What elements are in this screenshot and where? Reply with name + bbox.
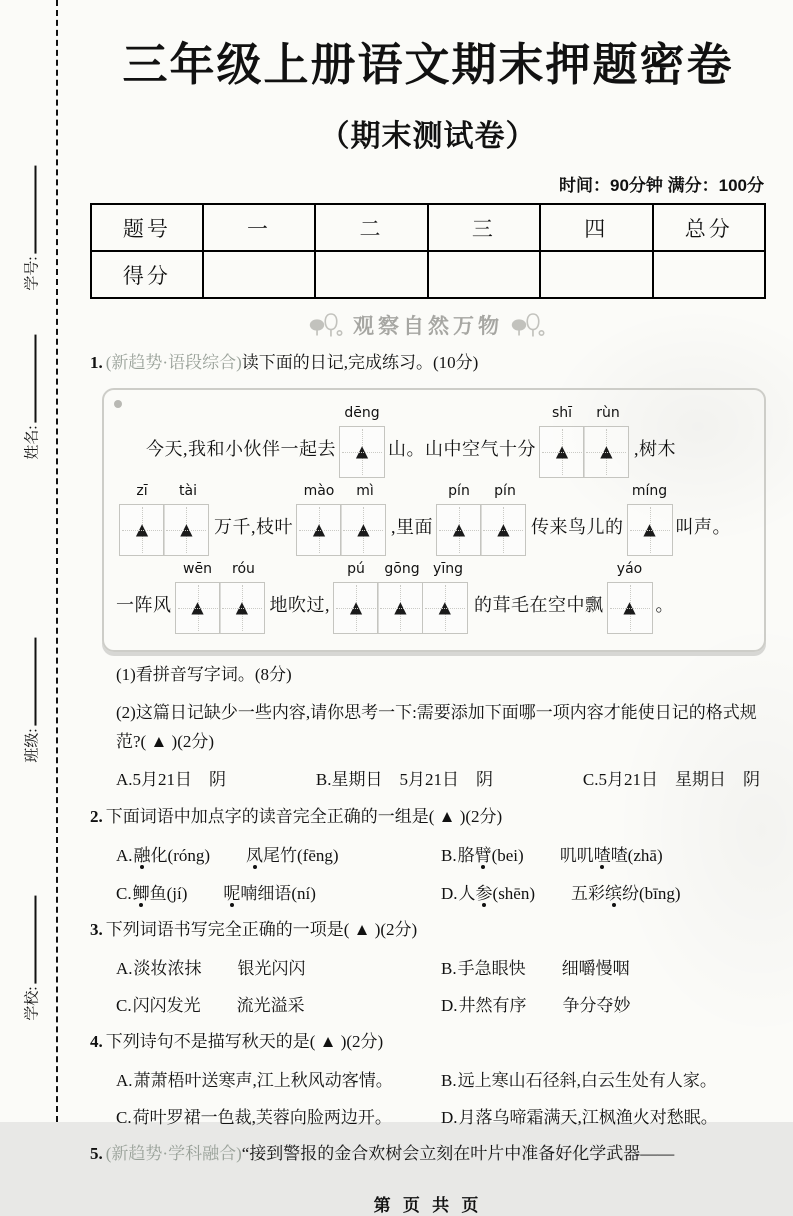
dotted-char: 参 [475,883,493,903]
cell-row [627,504,673,556]
pinyin-box-group [296,483,388,556]
question-4 [90,1028,766,1131]
question-stem [90,349,766,378]
word-segment: 萧萧梧叶送寒声,江上秋风动客情。 [133,1070,393,1090]
option-word [237,992,305,1019]
writing-cell[interactable] [296,504,342,556]
score-table-header-cell: 三 [428,204,540,251]
diary-text: ,里面 [391,516,433,537]
question-list [90,349,766,1169]
score-table [90,203,766,299]
writing-cell[interactable] [339,426,385,478]
score-table-header-cell: 四 [540,204,652,251]
writing-cell[interactable] [119,504,165,556]
word-segment: 井然有序 [458,995,527,1015]
writing-cell[interactable] [480,504,526,556]
tree-icon [511,312,547,339]
option-B[interactable] [441,955,766,982]
option-A[interactable] [116,955,441,982]
seal-field-label: 学校: [24,986,41,1021]
pinyin-box-group [119,483,211,556]
word-segment: 喳(zhā) [610,846,663,866]
score-cell[interactable] [428,251,540,298]
section-title: 观察自然万物 [353,314,503,338]
answer-triangle: ▲ [312,519,326,539]
option-label: B. [441,846,457,866]
option-label: B. [441,1070,457,1090]
word-segment: 纷(bīng) [622,883,681,903]
seal-field-1 [21,165,42,290]
pinyin-label: shī [551,404,573,421]
answer-triangle: ▲ [452,519,466,539]
diary-text: 万千,枝叶 [214,516,293,537]
pinyin-row [339,405,385,426]
word-segment: 流光溢采 [236,995,305,1015]
option-label: C. [116,1108,132,1128]
writing-cell[interactable] [422,582,468,634]
pinyin-box-group [436,483,528,556]
option-label: A. [116,846,133,866]
seal-field-blank[interactable] [35,895,37,983]
diary-text: 。 [655,594,674,615]
seal-field-label: 姓名: [24,425,41,460]
answer-triangle: ▲ [394,597,407,617]
cell-row [119,504,211,556]
corner-dot-decoration [114,400,122,408]
option-word [133,992,201,1019]
answer-triangle: ▲ [357,519,370,539]
sub-question-2 [116,699,766,757]
word-segment: 鱼(jí) [149,883,188,903]
writing-cell[interactable] [583,426,629,478]
question-number: 3. [90,919,103,939]
option-row-1 [116,955,766,982]
option-word [238,955,306,982]
word-segment: 细嚼慢咽 [561,958,630,978]
pinyin-label: pú [347,560,365,577]
cell-row [436,504,528,556]
option-D[interactable] [441,992,766,1019]
writing-cell[interactable] [340,504,386,556]
sub-question-number: (1) [116,664,136,684]
score-table-header-cell: 总分 [653,204,765,251]
pinyin-box-group [627,483,673,556]
option-word [246,842,339,869]
cell-row [339,426,385,478]
dotted-char: 凤 [246,846,264,866]
dotted-char: 缤 [605,883,623,903]
word-segment: 淡妆浓抹 [133,958,202,978]
option-label: A. [116,1070,133,1090]
pinyin-label: wēn [183,560,212,577]
page-title: 三年级上册语文期末押题密卷 [122,39,734,90]
answer-triangle: ▲ [555,441,569,461]
pinyin-box-group [175,561,267,634]
writing-cell[interactable] [539,426,585,478]
option-B[interactable] [441,1067,766,1094]
diary-text: 叫声。 [675,516,731,537]
word-segment: 尾竹(fēng) [263,846,339,866]
diary-line-2 [116,483,756,556]
pinyin-label: míng [631,482,668,499]
option-row-2 [116,880,766,907]
option-word [133,880,188,907]
cell-row [333,582,471,634]
option-word [134,842,210,869]
pinyin-label: yīng [433,560,463,577]
answer-triangle: ▲ [623,597,636,617]
question-text: “接到警报的金合欢树会立刻在叶片中准备好化学武器—— [241,1144,675,1164]
answer-triangle: ▲ [235,597,249,617]
question-number: 1. [90,353,103,372]
answer-triangle: ▲ [643,519,656,539]
score-table-header-cell: 一 [203,204,315,251]
option-word [562,955,630,982]
option-label: A. [116,958,133,978]
option-row-2 [116,1104,766,1131]
writing-cell[interactable] [607,582,653,634]
word-segment: 喃细语(ní) [240,883,316,903]
score-table-header-cell: 题号 [91,204,203,251]
writing-cell[interactable] [175,582,221,634]
diary-box [102,388,766,652]
writing-cell[interactable] [219,582,265,634]
word-segment: (bei) [491,846,524,866]
word-segment: 争分夺妙 [562,995,631,1015]
word-segment: 手急眼快 [457,958,526,978]
question-1 [90,349,766,794]
option-C[interactable] [116,1104,441,1131]
word-segment: 远上寒山石径斜,白云生处有人家。 [457,1070,717,1090]
answer-triangle: ▲ [355,441,369,461]
pinyin-label: pín [494,482,516,499]
word-segment: 胳 [457,846,475,866]
dotted-char: 喳 [593,846,611,866]
pinyin-row [539,405,631,426]
option-C[interactable] [116,992,441,1019]
content-column [90,14,766,1216]
question-text: 读下面的日记,完成练习。(10分) [241,353,479,372]
score-cell[interactable] [315,251,427,298]
diary-line-3 [116,561,756,634]
pinyin-row [175,561,267,582]
tree-icon [309,312,345,339]
writing-cell[interactable] [627,504,673,556]
diary-text: 山。山中空气十分 [388,438,536,459]
score-row-label: 得分 [91,251,203,298]
sub-question-1 [116,661,766,690]
cell-row [539,426,631,478]
option-word [560,842,663,869]
pinyin-label: yáo [616,560,643,577]
word-segment: 人 [458,883,476,903]
pinyin-row [333,561,471,582]
option-word [223,880,316,907]
option-A[interactable] [116,842,441,869]
option-word [459,880,535,907]
option-B[interactable] [441,842,766,869]
word-segment: 化(róng) [150,846,211,866]
seal-field-blank[interactable] [35,334,37,422]
option-row-1 [116,842,766,869]
dotted-char: 呢 [223,883,241,903]
diary-text: 地吹过, [269,594,330,615]
question-stem [90,1028,766,1057]
inline-option-row [116,766,766,795]
question-stem [90,916,766,945]
seal-field-3 [21,637,42,762]
option-word [458,842,524,869]
seal-field-2 [21,334,42,459]
diary-text: 今天,我和小伙伴一起去 [146,438,336,459]
option-D[interactable] [441,880,766,907]
writing-cell[interactable] [436,504,482,556]
sub-question-text: 这篇日记缺少一些内容,请你思考一下:需要添加下面哪一项内容才能使日记的格式规范?( ▲ )(2分) [116,702,757,751]
option-word [134,955,202,982]
pinyin-label: gōng [384,560,420,577]
option-word [563,992,631,1019]
option-word [458,1067,717,1094]
dotted-char: 臂 [474,846,492,866]
diary-text: ,树木 [634,438,676,459]
cell-row [175,582,267,634]
option-C[interactable] [116,880,441,907]
option-label: C. [116,883,132,903]
exam-meta: 时间：90分钟 满分：100分 [559,176,764,195]
question-tag: (新趋势·学科融合) [105,1144,242,1164]
diary-line-1 [116,405,756,478]
writing-cell[interactable] [163,504,209,556]
inline-option-1[interactable]: A.5月21日 阴 [116,769,227,789]
question-tag: (新趋势·语段综合) [105,353,242,372]
word-segment: 月落乌啼霜满天,江枫渔火对愁眠。 [458,1108,718,1128]
seal-field-4 [21,895,42,1020]
question-number: 4. [90,1031,103,1051]
answer-triangle: ▲ [191,597,204,617]
diary-text: 的茸毛在空中飘 [474,594,604,615]
dotted-char: 融 [133,846,151,866]
answer-triangle: ▲ [135,519,149,539]
answer-triangle: ▲ [438,597,451,617]
question-number: 5. [90,1144,103,1164]
seal-dashed-line [56,0,58,1122]
pinyin-label: tài [179,482,197,499]
pinyin-label: dēng [344,404,380,421]
question-text: 下列词语书写完全正确的一项是( ▲ )(2分) [105,919,418,939]
cell-row [296,504,388,556]
pinyin-box-group [333,561,471,634]
pinyin-label: rùn [596,404,620,421]
pinyin-box-group [607,561,653,634]
word-segment: 闪闪发光 [132,995,201,1015]
question-5 [90,1140,766,1169]
answer-triangle: ▲ [600,441,613,461]
section-banner [90,310,766,340]
seal-field-blank[interactable] [35,165,37,253]
option-label: C. [116,995,132,1015]
option-word [133,1104,392,1131]
page-subtitle: （期末测试卷） [319,120,537,153]
pinyin-label: mì [356,482,374,499]
pinyin-label: róu [232,560,255,577]
question-stem [90,803,766,832]
page-footer: 第 页 共 页 [373,1196,483,1216]
sub-question-text: 看拼音写字词。(8分) [135,664,292,684]
answer-triangle: ▲ [180,519,193,539]
score-cell[interactable] [540,251,652,298]
answer-triangle: ▲ [497,519,510,539]
question-stem [90,1140,766,1169]
inline-option-2[interactable]: B.星期日 5月21日 阴 [315,769,494,789]
option-label: D. [441,883,458,903]
option-D[interactable] [441,1104,766,1131]
dotted-char: 鲫 [132,883,150,903]
cell-row [607,582,653,634]
pinyin-box-group [539,405,631,478]
option-word [134,1067,393,1094]
pinyin-label: zī [136,482,148,499]
pinyin-row [607,561,653,582]
score-table-score-row [91,251,765,298]
word-segment: (shēn) [492,883,536,903]
seal-field-blank[interactable] [35,637,37,725]
pinyin-label: pín [448,482,470,499]
seal-field-label: 学号: [24,256,41,291]
writing-cell[interactable] [377,582,423,634]
pinyin-row [436,483,528,504]
inline-option-3[interactable]: C.5月21日 星期日 阴 [582,769,760,789]
score-cell[interactable] [653,251,765,298]
sub-question-number: (2) [116,702,136,722]
diary-text: 传来鸟儿的 [531,516,624,537]
score-table-header-row [91,204,765,251]
pinyin-row [119,483,211,504]
option-label: D. [441,995,458,1015]
option-A[interactable] [116,1067,441,1094]
option-word [458,955,526,982]
option-word [571,880,681,907]
word-segment: 叽叽 [559,846,594,866]
diary-text: 一阵风 [116,594,172,615]
question-text: 下列诗句不是描写秋天的是( ▲ )(2分) [105,1031,384,1051]
seal-field-label: 班级: [24,728,41,763]
pinyin-row [627,483,673,504]
word-segment: 荷叶罗裙一色裁,芙蓉向脸两边开。 [132,1108,392,1128]
word-segment: 银光闪闪 [237,958,306,978]
word-segment: 五彩 [571,883,606,903]
question-2 [90,803,766,906]
option-row-2 [116,992,766,1019]
question-3 [90,916,766,1019]
option-word [459,992,527,1019]
question-number: 2. [90,807,103,827]
option-label: B. [441,958,457,978]
question-text: 下面词语中加点字的读音完全正确的一组是( ▲ )(2分) [105,807,503,827]
option-label: D. [441,1108,458,1128]
score-cell[interactable] [203,251,315,298]
option-word [459,1104,718,1131]
writing-cell[interactable] [333,582,379,634]
pinyin-row [296,483,388,504]
score-table-header-cell: 二 [315,204,427,251]
answer-triangle: ▲ [349,597,363,617]
option-row-1 [116,1067,766,1094]
pinyin-box-group [339,405,385,478]
pinyin-label: mào [303,482,335,499]
